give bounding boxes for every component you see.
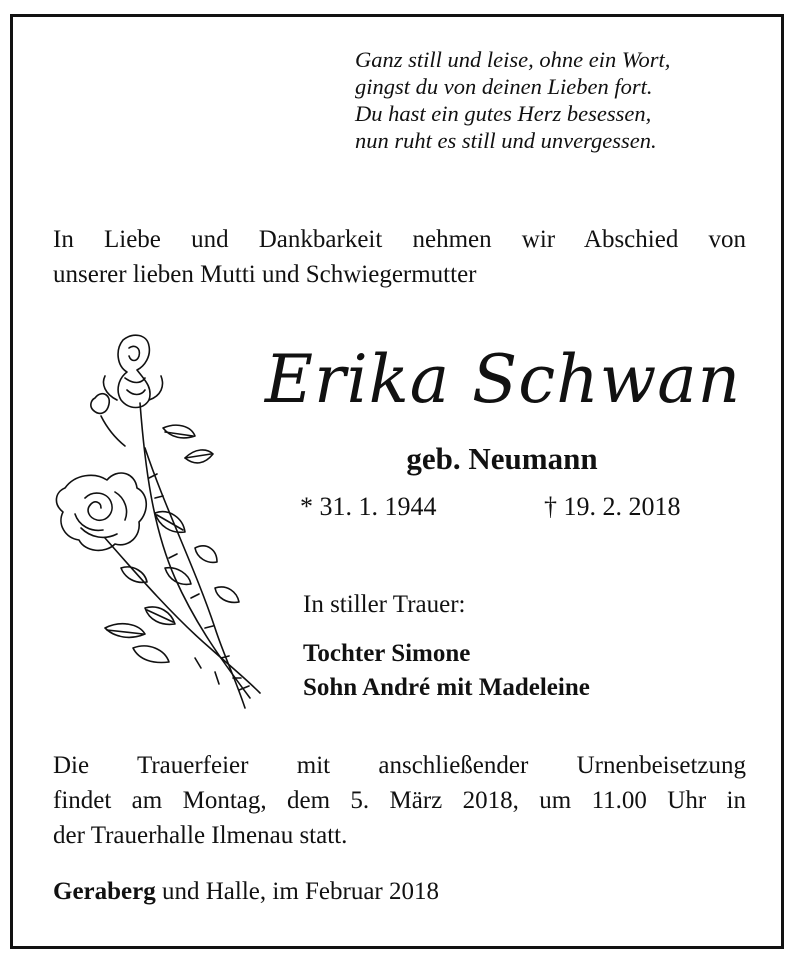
funeral-line: der Trauerhalle Ilmenau statt. — [53, 822, 348, 849]
funeral-line: Die Trauerfeier mit anschließender Urnenbeisetzung — [53, 752, 746, 779]
intro-text — [53, 222, 746, 292]
closing-rest: und Halle, im Februar 2018 — [155, 878, 440, 905]
birth-date: * 31. 1. 1944 — [300, 492, 437, 521]
poem-line: Ganz still und leise, ohne ein Wort, — [355, 47, 671, 72]
mourner-item: Tochter Simone — [303, 640, 471, 667]
poem-line: Du hast ein gutes Herz besessen, — [355, 101, 652, 126]
funeral-notice — [53, 748, 746, 853]
intro-line: unserer lieben Mutti und Schwiegermutter — [53, 261, 477, 288]
mourner-list — [303, 637, 590, 705]
mourner-item: Sohn André mit Madeleine — [303, 674, 590, 701]
closing-place: Geraberg — [53, 878, 156, 905]
funeral-line: findet am Montag, dem 5. März 2018, um 11.00 Uhr in — [53, 787, 746, 814]
rose-branch-icon — [45, 328, 270, 713]
deceased-name: Erika Schwan — [264, 341, 742, 418]
intro-line: In Liebe und Dankbarkeit nehmen wir Abschied von — [53, 226, 746, 253]
maiden-name: geb. Neumann — [406, 441, 598, 476]
closing-line — [53, 874, 439, 909]
poem-line: nun ruht es still und unvergessen. — [355, 128, 657, 153]
poem — [355, 46, 670, 154]
poem-line: gingst du von deinen Lieben fort. — [355, 74, 653, 99]
death-date: † 19. 2. 2018 — [544, 492, 681, 521]
mourning-label: In stiller Trauer: — [303, 591, 466, 618]
